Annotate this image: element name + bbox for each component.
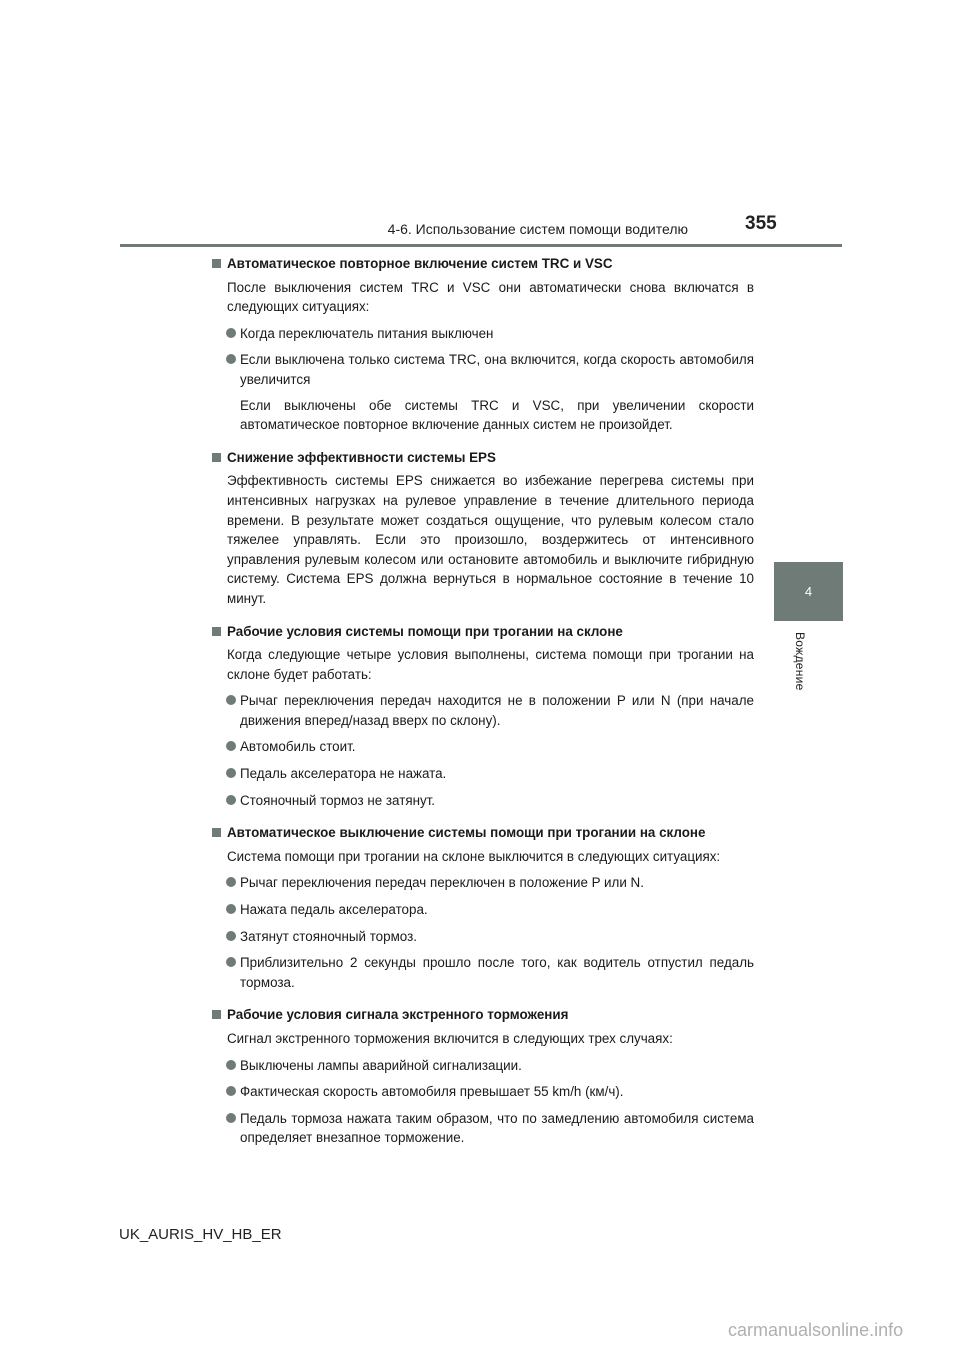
page-number: 355 — [745, 213, 777, 234]
chapter-label: Вождение — [793, 632, 807, 691]
circle-bullet-icon — [226, 1060, 236, 1070]
circle-bullet-icon — [226, 931, 236, 941]
list-item: Педаль акселератора не нажата. — [210, 764, 754, 784]
section-heading: Снижение эффективности системы EPS — [210, 448, 754, 468]
square-bullet-icon — [212, 453, 221, 462]
list-item: Автомобиль стоит. — [210, 737, 754, 757]
list-item: Стояночный тормоз не затянут. — [210, 791, 754, 811]
circle-bullet-icon — [226, 695, 236, 705]
list-item: Когда переключатель питания выключен — [210, 324, 754, 344]
square-bullet-icon — [212, 259, 221, 268]
square-bullet-icon — [212, 828, 221, 837]
section-intro: Эффективность системы EPS снижается во избежание перегрева системы при интенсивных нагрузках на рулевое управление в течение длительного периода времени. В результате может создаться ощущение, что рулевым колесом стало тяжелее управлять. Если это произошло, воздержитесь от интенсивного управления рулевым колесом или остановите автомобиль и выключите гибридную систему. Система EPS должна вернуться в нормальное состояние в течение 10 минут. — [227, 473, 754, 606]
section-heading: Рабочие условия системы помощи при трогании на склоне — [210, 622, 754, 642]
square-bullet-icon — [212, 627, 221, 636]
section-intro: Сигнал экстренного торможения включится в следующих трех случаях: — [227, 1031, 673, 1046]
circle-bullet-icon — [226, 768, 236, 778]
document-code: UK_AURIS_HV_HB_ER — [119, 1226, 282, 1243]
circle-bullet-icon — [226, 904, 236, 914]
list-item: Фактическая скорость автомобиля превышает 55 km/h (км/ч). — [210, 1082, 754, 1102]
circle-bullet-icon — [226, 1086, 236, 1096]
list-item: Приблизительно 2 секунды прошло после того, как водитель отпустил педаль тормоза. — [210, 953, 754, 992]
list-item-note: Если выключены обе системы TRC и VSC, при увеличении скорости автоматическое повторное включение данных систем не произойдет. — [240, 397, 754, 433]
header-divider — [120, 244, 842, 247]
section-title: 4-6. Использование систем помощи водителю — [387, 221, 688, 237]
list-item: Затянут стояночный тормоз. — [210, 927, 754, 947]
list-item: Если выключена только система TRC, она включится, когда скорость автомобиля увеличится — [210, 350, 754, 389]
list-item: Рычаг переключения передач находится не в положении P или N (при начале движения вперед/назад вверх по склону). — [210, 691, 754, 730]
circle-bullet-icon — [226, 877, 236, 887]
circle-bullet-icon — [226, 957, 236, 967]
section-heading: Рабочие условия сигнала экстренного торможения — [210, 1005, 754, 1025]
circle-bullet-icon — [226, 741, 236, 751]
circle-bullet-icon — [226, 795, 236, 805]
page-content — [210, 254, 754, 1148]
section-heading: Автоматическое повторное включение систем TRC и VSC — [210, 254, 754, 274]
watermark: carmanualsonline.info — [728, 1320, 904, 1340]
section-intro: Система помощи при трогании на склоне выключится в следующих ситуациях: — [227, 848, 721, 864]
section-intro: Когда следующие четыре условия выполнены, система помощи при трогании на склоне будет работать: — [227, 647, 754, 682]
list-item: Выключены лампы аварийной сигнализации. — [210, 1056, 754, 1076]
list-item: Нажата педаль акселератора. — [210, 900, 754, 920]
circle-bullet-icon — [226, 1113, 236, 1123]
circle-bullet-icon — [226, 354, 236, 364]
chapter-tab: 4 — [774, 562, 843, 621]
list-item: Педаль тормоза нажата таким образом, что по замедлению автомобиля система определяет внезапное торможение. — [210, 1109, 754, 1148]
circle-bullet-icon — [226, 328, 236, 338]
square-bullet-icon — [212, 1010, 221, 1019]
list-item: Рычаг переключения передач переключен в положение P или N. — [210, 873, 754, 893]
section-intro: После выключения систем TRC и VSC они автоматически снова включатся в следующих ситуациях: — [227, 279, 754, 315]
section-heading: Автоматическое выключение системы помощи при трогании на склоне — [210, 823, 754, 843]
